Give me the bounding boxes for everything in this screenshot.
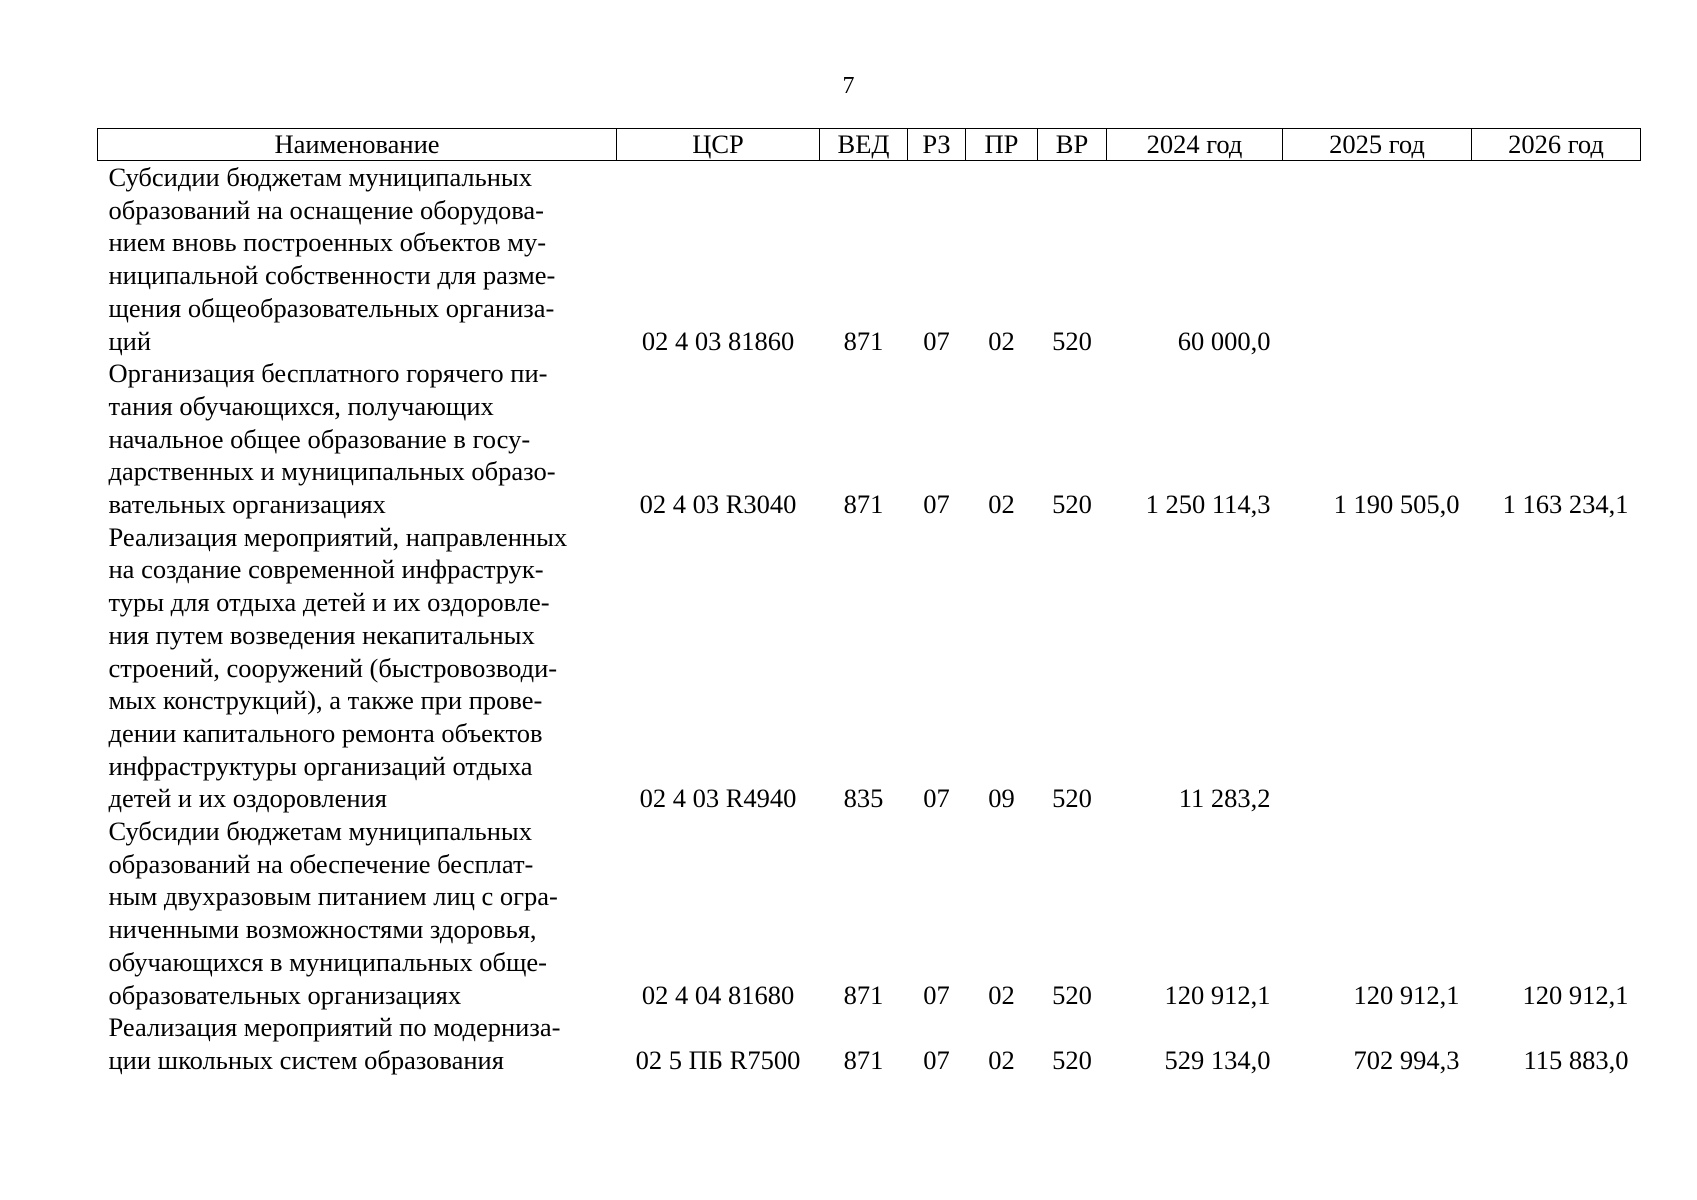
header-rz: РЗ (908, 129, 966, 161)
table-row (98, 161, 1641, 358)
header-2026: 2026 год (1472, 129, 1641, 161)
header-name: Наименование (98, 129, 617, 161)
cell-name (98, 521, 617, 815)
name-line: ным двухразовым питанием лиц с огра- (108, 881, 558, 912)
table-row (98, 815, 1641, 1011)
cell-2024: 11 283,2 (1178, 783, 1271, 814)
cell-2025: 702 994,3 (1353, 1044, 1460, 1075)
cell-2026: 1 163 234,1 (1502, 489, 1629, 520)
cell-rz: 07 (923, 783, 950, 814)
name-line: тания обучающихся, получающих (108, 390, 494, 421)
cell-rz: 07 (923, 325, 950, 356)
table-body (98, 161, 1641, 1077)
budget-table (97, 128, 1641, 1077)
name-line: образований на обеспечение бесплат- (108, 848, 534, 879)
header-csr: ЦСР (617, 129, 820, 161)
cell-ved: 871 (843, 325, 884, 356)
header-2024: 2024 год (1107, 129, 1283, 161)
cell-vr: 520 (1052, 783, 1092, 814)
cell-2025 (1283, 161, 1472, 358)
cell-rz: 07 (923, 979, 950, 1010)
cell-2024: 1 250 114,3 (1145, 489, 1271, 520)
cell-2024: 529 134,0 (1164, 1044, 1271, 1075)
cell-2025: 1 190 505,0 (1333, 489, 1460, 520)
header-pr: ПР (966, 129, 1038, 161)
name-line: вательных организациях (108, 489, 386, 520)
cell-name (98, 357, 617, 521)
name-line: инфраструктуры организаций отдыха (108, 750, 533, 781)
cell-2025 (1283, 521, 1472, 815)
cell-vr: 520 (1052, 489, 1092, 520)
name-line: Субсидии бюджетам муниципальных (108, 162, 532, 192)
name-line: Субсидии бюджетам муниципальных (108, 816, 532, 847)
name-line: дарственных и муниципальных образо- (108, 456, 556, 487)
name-line: строений, сооружений (быстровозводи- (108, 652, 558, 683)
cell-csr: 02 4 04 81680 (641, 979, 795, 1010)
name-line: обучающихся в муниципальных обще- (108, 946, 547, 977)
name-line: ниципальной собственности для разме- (108, 260, 556, 291)
name-line: ния путем возведения некапитальных (108, 619, 535, 650)
cell-name (98, 161, 617, 358)
cell-2024: 60 000,0 (1177, 325, 1271, 356)
table-row (98, 1011, 1641, 1076)
cell-2024: 120 912,1 (1164, 979, 1271, 1010)
cell-csr: 02 4 03 R4940 (639, 783, 797, 814)
table-row (98, 521, 1641, 815)
cell-name (98, 1011, 617, 1076)
header-ved: ВЕД (820, 129, 908, 161)
name-line: начальное общее образование в госу- (108, 423, 531, 454)
page-number: 7 (842, 73, 855, 99)
cell-name (98, 815, 617, 1011)
cell-ved: 871 (843, 489, 884, 520)
cell-vr: 520 (1052, 325, 1092, 356)
name-line: образований на оснащение оборудова- (108, 194, 544, 225)
name-line: на создание современной инфраструк- (108, 554, 544, 585)
cell-2026 (1472, 521, 1641, 815)
name-line: туры для отдыха детей и их оздоровле- (108, 587, 550, 618)
cell-vr: 520 (1052, 1044, 1092, 1075)
table-header (98, 129, 1641, 161)
cell-pr: 09 (988, 783, 1015, 814)
cell-ved: 871 (843, 1044, 884, 1075)
table-row (98, 357, 1641, 521)
name-line: дении капитального ремонта объектов (108, 717, 543, 748)
cell-ved: 835 (843, 783, 884, 814)
cell-pr: 02 (988, 979, 1015, 1010)
cell-2026 (1472, 161, 1641, 358)
name-line: Организация бесплатного горячего пи- (108, 358, 548, 389)
name-line: детей и их оздоровления (108, 783, 387, 814)
name-line: ции школьных систем образования (108, 1044, 504, 1075)
header-vr: ВР (1038, 129, 1107, 161)
cell-ved: 871 (843, 979, 884, 1010)
cell-csr: 02 4 03 81860 (641, 325, 795, 356)
name-line: ниченными возможностями здоровья, (108, 914, 537, 945)
cell-pr: 02 (988, 1044, 1015, 1075)
name-line: ций (108, 325, 152, 356)
name-line: мых конструкций), а также при прове- (108, 685, 543, 716)
cell-2026: 120 912,1 (1522, 979, 1629, 1010)
cell-rz: 07 (923, 489, 950, 520)
header-2025: 2025 год (1283, 129, 1472, 161)
name-line: Реализация мероприятий по модерниза- (108, 1012, 561, 1043)
cell-2026: 115 883,0 (1523, 1044, 1629, 1075)
cell-csr: 02 4 03 R3040 (639, 489, 797, 520)
name-line: образовательных организациях (108, 979, 462, 1010)
cell-vr: 520 (1052, 979, 1092, 1010)
cell-csr: 02 5 ПБ R7500 (635, 1044, 801, 1075)
cell-pr: 02 (988, 325, 1015, 356)
name-line: щения общеобразовательных организа- (108, 292, 555, 323)
cell-pr: 02 (988, 489, 1015, 520)
name-line: Реализация мероприятий, направленных (108, 521, 568, 552)
cell-rz: 07 (923, 1044, 950, 1075)
name-line: нием вновь построенных объектов му- (108, 227, 547, 258)
header-row (98, 129, 1641, 161)
cell-2025: 120 912,1 (1353, 979, 1460, 1010)
